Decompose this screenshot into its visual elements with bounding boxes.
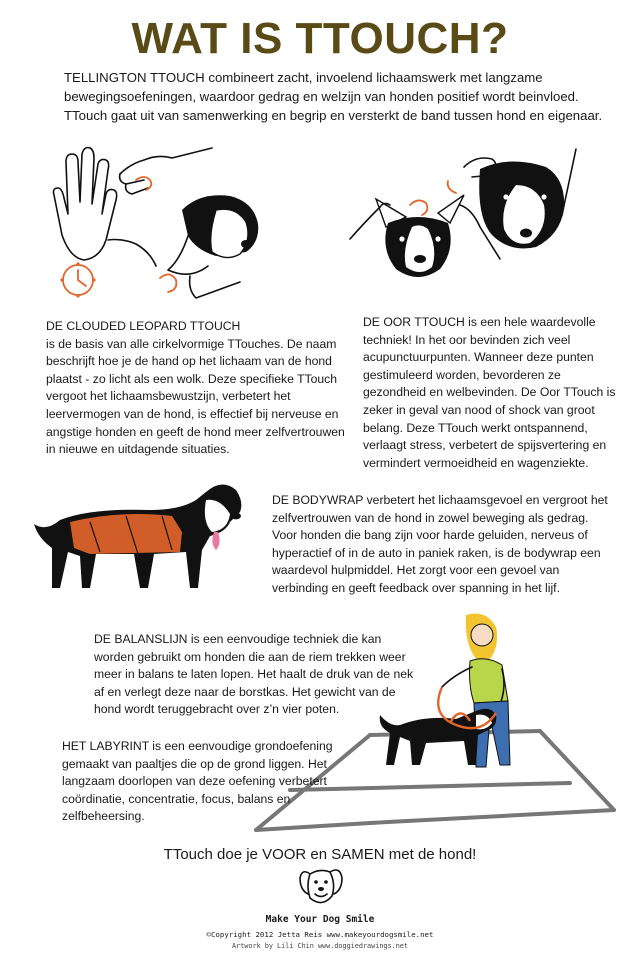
page-title: WAT IS TTOUCH?: [131, 14, 509, 63]
balanslijn-section: [94, 631, 424, 719]
oor-ttouch-text: is een hele waardevolle techniek! In het oor bevinden zich veel acupunctuurpunten. Wanneer deze punten gestimuleerd worden, bevorderen ze gezondheid en welbevinden. De Oor TTouch is zeker in geval van nood of shock van groot belang. Deze TTouch werkt ontspannend, verlaagt stress, verbetert de spijsvertering en vermindert vermoeidheid en wagenziekte.: [363, 315, 616, 470]
bodywrap-illustration: [30, 470, 250, 600]
intro-text: combineert zacht, invoelend lichaamswerk met langzame bewegingsoefeningen, waardoor gedrag en welzijn van honden positief wordt beinvloed. TTouch gaat uit van samenwerking en begrip en versterkt de band tussen hond en eigenaar.: [64, 70, 603, 123]
labyrint-section: [62, 738, 362, 826]
bodywrap-section: [272, 492, 612, 598]
oor-ttouch-heading: DE OOR TTOUCH: [363, 315, 465, 329]
clouded-leopard-illustration: [40, 140, 290, 310]
clouded-leopard-section: [46, 318, 346, 459]
clouded-leopard-text: is de basis van alle cirkelvormige TTouches. De naam beschrijft hoe je de hand op het lichaam van de hond plaatst - zo licht als een wolk. Deze specifieke TTouch vergoot het lichaamsbewustzijn, verbetert het leervermogen van de hond, is effectief bij nerveuse en angstige honden en geeft de hond meer zelfvertrouwen in nieuwe en uitdagende situaties.: [46, 336, 345, 457]
bodywrap-heading: DE BODYWRAP: [272, 493, 364, 507]
brand-name: Make Your Dog Smile: [265, 914, 375, 925]
oor-ttouch-section: [363, 314, 625, 472]
make-your-dog-smile-logo-icon: [298, 864, 344, 912]
labyrint-text: is een eenvoudige grondoefening gemaakt van paaltjes die op de grond liggen. Het langzaam doorlopen van deze oefening verbetert coördinatie, concentratie, focus, balans en zelfbeheersing.: [62, 739, 333, 824]
copyright: ©Copyright 2012 Jetta Reis www.makeyourdogsmile.net: [206, 930, 434, 939]
oor-ttouch-illustration: [340, 135, 590, 300]
intro-paragraph: [64, 68, 624, 125]
tagline: TTouch doe je VOOR en SAMEN met de hond!: [163, 846, 477, 863]
intro-lead: TELLINGTON TTOUCH: [64, 70, 205, 85]
balanslijn-heading: DE BALANSLIJN: [94, 632, 188, 646]
artwork-credit: Artwork by Lili Chin www.doggiedrawings.net: [232, 942, 408, 950]
clouded-leopard-heading: DE CLOUDED LEOPARD TTOUCH: [46, 319, 241, 333]
bodywrap-text: verbetert het lichaamsgevoel en vergroot het zelfvertrouwen van de hond in zowel beweging als gedrag. Voor honden die bang zijn voor harde geluiden, nerveus of hyperactief of in de auto in paniek raken, is de bodywrap een waardevol hulpmiddel. Het zorgt voor een gevoel van verbinding en geeft feedback over spanning in het lijf.: [272, 493, 608, 595]
labyrint-heading: HET LABYRINT: [62, 739, 149, 753]
balanslijn-text: is een eenvoudige techniek die kan worden gebruikt om honden die aan de riem trekken weer meer in balans te laten lopen. Het haalt de druk van de nek af en verlegt deze naar de borstkas. Het gewicht van de hond wordt teruggebracht over z’n vier poten.: [94, 632, 414, 717]
